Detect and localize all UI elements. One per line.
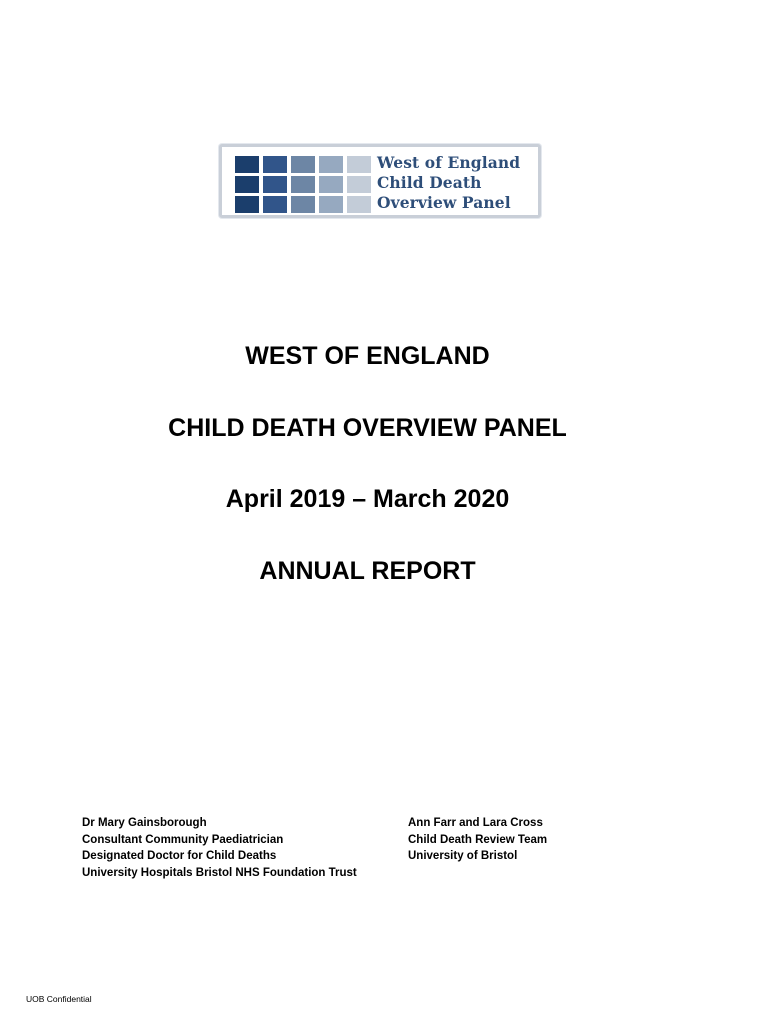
author-block-left (82, 815, 357, 881)
logo-wordmark (377, 153, 520, 213)
logo-square (235, 196, 259, 213)
logo-square (347, 176, 371, 193)
report-period: April 2019 – March 2020 (225, 485, 510, 513)
logo-square (263, 156, 287, 173)
logo-line: Overview Panel (377, 193, 511, 212)
logo-line: West of England (377, 153, 521, 172)
logo-square (347, 156, 371, 173)
logo-square (235, 156, 259, 173)
logo-square (291, 196, 315, 213)
logo-square (235, 176, 259, 193)
logo-square (291, 156, 315, 173)
report-type: ANNUAL REPORT (259, 557, 476, 585)
logo-square (319, 196, 343, 213)
report-title-panel: CHILD DEATH OVERVIEW PANEL (168, 414, 567, 442)
logo-square (347, 196, 371, 213)
logo-square (319, 176, 343, 193)
report-title-region: WEST OF ENGLAND (245, 342, 490, 370)
logo-square (263, 176, 287, 193)
author-organisation: University of Bristol (408, 850, 518, 862)
author-name: Dr Mary Gainsborough (82, 817, 207, 829)
logo-square (291, 176, 315, 193)
author-role: Child Death Review Team (408, 833, 548, 846)
logo-squares-grid (235, 156, 371, 213)
author-name: Ann Farr and Lara Cross (408, 817, 543, 829)
logo-line: Child Death (377, 173, 482, 192)
panel-logo (219, 144, 541, 218)
author-block-right (408, 815, 547, 865)
author-role: Consultant Community Paediatrician (82, 833, 284, 846)
author-organisation: University Hospitals Bristol NHS Foundation Trust (82, 866, 357, 879)
confidentiality-footer: UOB Confidential (26, 994, 92, 1004)
logo-square (263, 196, 287, 213)
author-role: Designated Doctor for Child Deaths (82, 850, 277, 862)
logo-square (319, 156, 343, 173)
